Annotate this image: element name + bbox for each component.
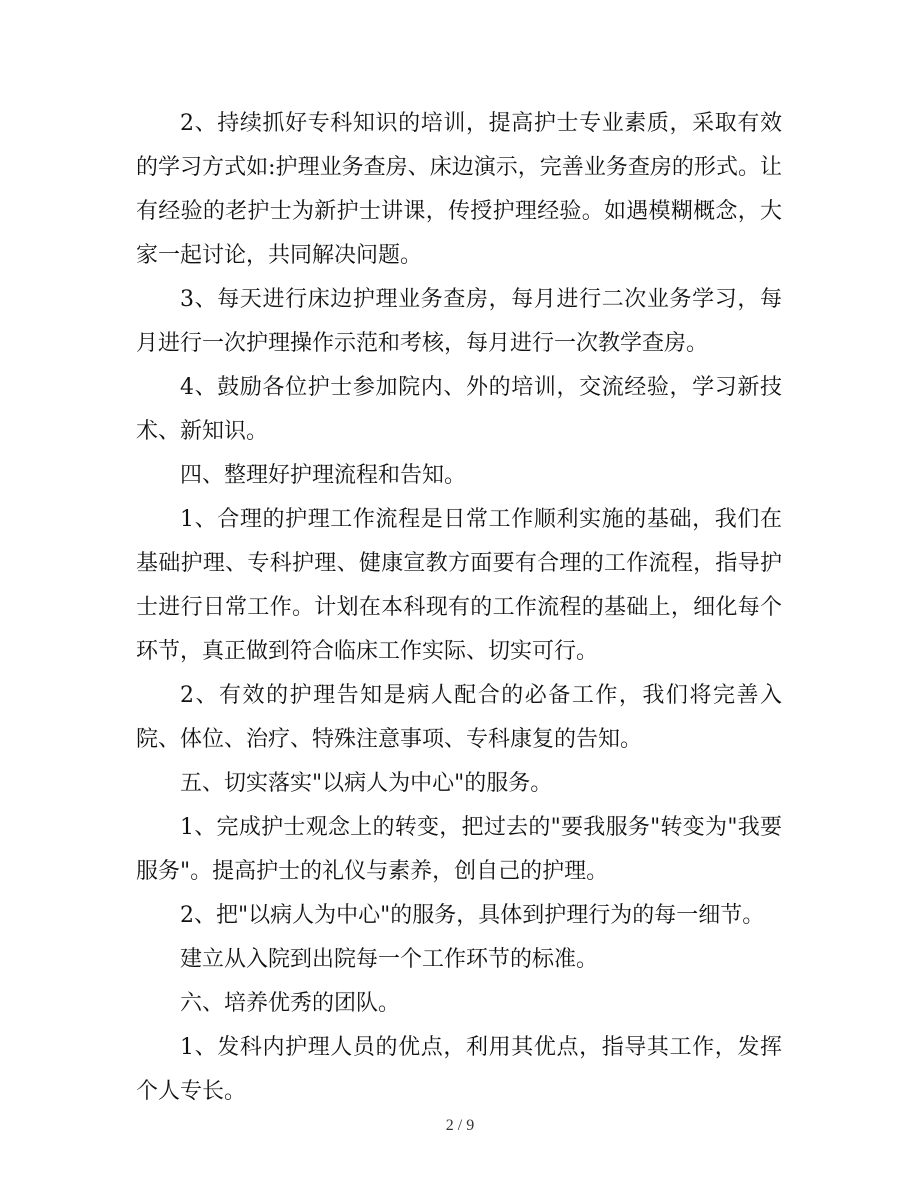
section-heading-4: 四、整理好护理流程和告知。 bbox=[180, 463, 467, 488]
section-heading-6: 六、培养优秀的团队。 bbox=[180, 991, 401, 1016]
paragraph-notification: 2、有效的护理告知是病人配合的必备工作，我们将完善入院、体位、治疗、特殊注意事项、专科康复的告知。 bbox=[136, 683, 782, 752]
page-number: 2 / 9 bbox=[445, 1117, 475, 1134]
paragraph-external-training: 4、鼓励各位护士参加院内、外的培训，交流经验，学习新技术、新知识。 bbox=[136, 375, 782, 444]
section-heading-5: 五、切实落实"以病人为中心"的服务。 bbox=[180, 771, 553, 796]
paragraph-team-strengths: 1、发科内护理人员的优点，利用其优点，指导其工作，发挥个人专长。 bbox=[136, 1035, 782, 1104]
paragraph-training: 2、持续抓好专科知识的培训，提高护士专业素质，采取有效的学习方式如:护理业务查房、床边演示，完善业务查房的形式。让有经验的老护士为新护士讲课，传授护理经验。如遇模糊概念，大家一起讨论，共同解决问题。 bbox=[136, 111, 782, 268]
document-body bbox=[136, 102, 782, 1114]
paragraph-patient-centered: 2、把"以病人为中心"的服务，具体到护理行为的每一细节。 bbox=[180, 903, 765, 928]
paragraph-mindset: 1、完成护士观念上的转变，把过去的"要我服务"转变为"我要服务"。提高护士的礼仪与素养，创自己的护理。 bbox=[136, 815, 782, 884]
paragraph-ward-rounds: 3、每天进行床边护理业务查房，每月进行二次业务学习，每月进行一次护理操作示范和考核，每月进行一次教学查房。 bbox=[136, 287, 782, 356]
paragraph-workflow: 1、合理的护理工作流程是日常工作顺利实施的基础，我们在基础护理、专科护理、健康宣教方面要有合理的工作流程，指导护士进行日常工作。计划在本科现有的工作流程的基础上，细化每个环节，真正做到符合临床工作实际、切实可行。 bbox=[136, 507, 782, 664]
paragraph-standards: 建立从入院到出院每一个工作环节的标准。 bbox=[180, 947, 599, 972]
